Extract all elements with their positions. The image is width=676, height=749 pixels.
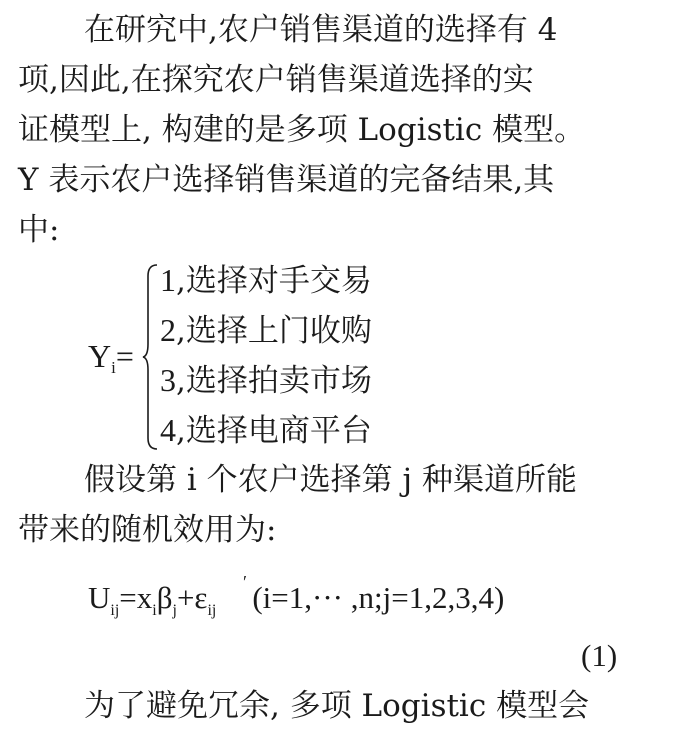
paragraph-line: 假设第 i 个农户选择第 j 种渠道所能 [84, 462, 577, 498]
paragraph-line: Y 表示农户选择销售渠道的完备结果,其 [18, 162, 555, 198]
case-item: 3,选择拍卖市场 [160, 362, 372, 399]
utility-equation: $U_{ij}=x_i$ ′ $\beta_j+\varepsilon_{ij}$ (i=1,··· ,n;j=1,2,3,4) [88, 578, 504, 631]
paragraph-line: 项,因此,在探究农户销售渠道选择的实 [18, 62, 534, 98]
piecewise-definition [88, 258, 508, 454]
variable-y: Y [88, 338, 112, 374]
paragraph-line: 证模型上, 构建的是多项 Logistic 模型。 [18, 112, 586, 148]
cases-list [160, 258, 372, 458]
paragraph-line: 在研究中,农户销售渠道的选择有 4 [84, 12, 558, 48]
left-brace-icon [142, 264, 158, 450]
prime-mark: ′ [243, 572, 247, 592]
case-item: 2,选择上门收购 [160, 312, 372, 349]
case-item: 1,选择对手交易 [160, 262, 372, 299]
paragraph-line: 中: [18, 212, 60, 248]
equals-sign: = [115, 338, 134, 374]
paragraph-line: 带来的随机效用为: [18, 512, 277, 548]
case-item: 4,选择电商平台 [160, 412, 372, 449]
equation-condition: (i=1,··· ,n;j=1,2,3,4) [252, 580, 505, 615]
paragraph-line: 为了避免冗余, 多项 Logistic 模型会 [84, 688, 590, 724]
equation-number: (1) [581, 638, 618, 673]
subscript-i: i [111, 358, 116, 377]
piecewise-lhs [88, 336, 134, 388]
